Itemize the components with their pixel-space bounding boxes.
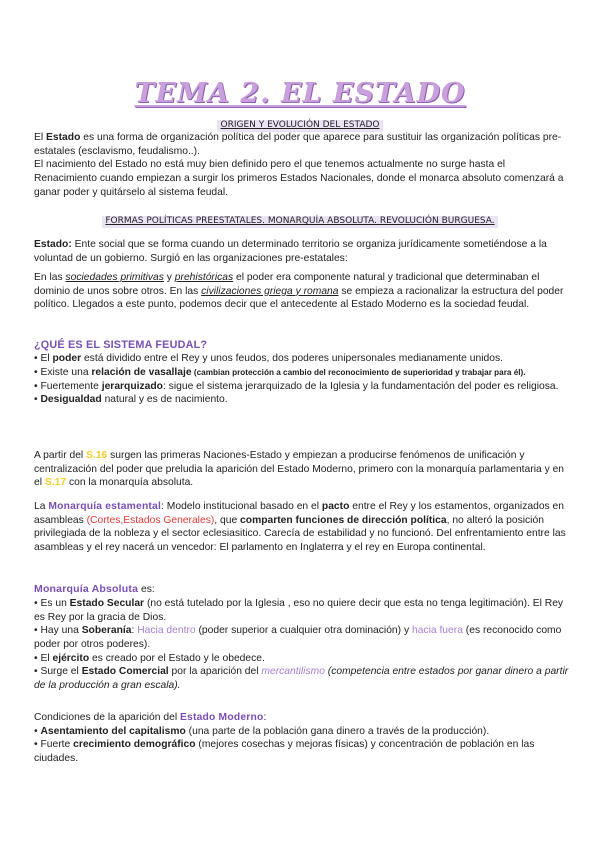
sociedades-text bbox=[34, 271, 569, 312]
text-run: : bbox=[263, 712, 267, 723]
intro-block bbox=[34, 131, 569, 199]
section-heading-origen bbox=[0, 118, 600, 132]
text-run: En las bbox=[34, 272, 66, 283]
estado-definition bbox=[34, 238, 569, 265]
cortes-highlight: (Cortes,Estados Generales) bbox=[86, 514, 215, 526]
list-item bbox=[34, 352, 569, 366]
feudal-heading: ¿QUÉ ES EL SISTEMA FEUDAL? bbox=[34, 339, 208, 351]
text-run: : Modelo institucional basado en el bbox=[161, 501, 322, 512]
list-item bbox=[34, 725, 569, 739]
list-item bbox=[34, 393, 569, 407]
list-item bbox=[34, 738, 569, 765]
list-item bbox=[34, 366, 569, 380]
text-run: • Surge el bbox=[34, 666, 82, 678]
intro-paragraph-1 bbox=[34, 131, 569, 158]
vasallaje-note: (cambian protección a cambio del reconocimiento de superioridad y trabajar para él). bbox=[191, 368, 526, 378]
bold-term: ejército bbox=[52, 652, 90, 664]
feudal-list bbox=[34, 352, 569, 407]
bold-term: Desigualdad bbox=[40, 394, 102, 406]
bold-term: Estado Secular bbox=[69, 597, 145, 609]
monarquia-estamental-term: Monarquía estamental bbox=[48, 501, 162, 512]
intro-estado-term: Estado bbox=[46, 132, 81, 143]
page-title: TEMA 2. EL ESTADO bbox=[134, 78, 466, 109]
estamental-text bbox=[34, 500, 569, 555]
estado-moderno-term: Estado Moderno bbox=[179, 712, 264, 723]
absoluta-list bbox=[34, 597, 569, 693]
estado-definition-text: Ente social que se forma cuando un determinado territorio se organiza jurídicamente sometiéndose a la voluntad de un gobierno. Surgió en las organizaciones pre-estatales: bbox=[34, 239, 547, 264]
text-run: el poder era componente natural y tradicional que determinaban el dominio de unos sobre otros. En las bbox=[34, 272, 540, 297]
bold-term: pacto bbox=[321, 501, 350, 512]
list-item bbox=[34, 380, 569, 394]
bold-term: comparten funciones de dirección política bbox=[240, 514, 447, 526]
estado-label: Estado: bbox=[34, 239, 72, 250]
intro-paragraph-2: El nacimiento del Estado no está muy bien definido pero el que tenemos actualmente no surge hasta el Renacimiento cuando empiezan a surgir los primeros Estados Nacionales, donde el monarca absoluto comenzará a ganar poder y quitárselo al sistema feudal. bbox=[34, 159, 564, 198]
text-run: natural y es de nacimiento. bbox=[101, 394, 228, 406]
bold-term: Asentamiento del capitalismo bbox=[40, 725, 186, 737]
text-run: • Es un bbox=[34, 597, 70, 609]
prehistoricas-link: prehistóricas bbox=[174, 272, 234, 283]
monarquia-absoluta-heading: Monarquía Absoluta bbox=[34, 583, 139, 595]
text-run: : bbox=[131, 625, 138, 637]
mercantilismo-note: (competencia entre estados por ganar dinero a partir de la producción a gran escala). bbox=[34, 666, 569, 692]
section-heading-origen-text: ORIGEN Y EVOLUCIÓN DEL ESTADO bbox=[217, 120, 382, 132]
text-run: y bbox=[163, 272, 175, 283]
text-run: • Fuerte bbox=[34, 739, 74, 751]
moderno-section bbox=[34, 711, 569, 766]
text-run: A partir del bbox=[34, 450, 87, 461]
absoluta-section bbox=[34, 583, 569, 693]
moderno-list bbox=[34, 725, 569, 766]
text-run: entre el Rey y los estamentos, organizados en asambleas bbox=[34, 501, 565, 526]
text-run: : sigue el sistema jerarquizado de la Iglesia y la fundamentación del poder es religiosa. bbox=[162, 380, 559, 392]
text-run: por la aparición del bbox=[168, 666, 262, 678]
bold-term: Soberanía bbox=[81, 625, 132, 637]
list-item bbox=[34, 597, 569, 624]
feudal-section bbox=[34, 338, 569, 407]
text-run: es: bbox=[138, 584, 155, 595]
text-run: es creado por el Estado y le obedece. bbox=[89, 652, 265, 664]
text-run: • El bbox=[34, 353, 53, 365]
text-run: • bbox=[34, 725, 41, 737]
bold-term: relación de vasallaje bbox=[91, 367, 192, 379]
text-run: • Hay una bbox=[34, 625, 82, 637]
text-run: se empieza a racionalizar la estructura del poder político. Llegados a este punto, podemos decir que el antecedente al Estado Moderno es la sociedad feudal. bbox=[34, 285, 564, 311]
text-run: (mejores cosechas y mejoras físicas) y concentración de población en las ciudades. bbox=[34, 739, 535, 765]
text-run: Condiciones de la aparición del bbox=[34, 712, 180, 723]
siglos-paragraph bbox=[34, 449, 569, 490]
sociedades-primitivas-link: sociedades primitivas bbox=[65, 272, 164, 283]
bold-term: Estado Comercial bbox=[81, 666, 169, 678]
section-heading-formas-text: FORMAS POLÍTICAS PREESTATALES. MONARQUÍA ABSOLUTA. REVOLUCIÓN BURGUESA. bbox=[102, 216, 497, 228]
text-run: está dividido entre el Rey y unos feudos, dos poderes unipersonales medianamente unidos. bbox=[81, 353, 503, 365]
text-run: , que bbox=[214, 514, 241, 526]
text-run: (poder superior a cualquier otra dominación) y bbox=[195, 625, 412, 637]
text-run: • Fuertemente bbox=[34, 380, 102, 392]
section-heading-formas bbox=[0, 214, 600, 228]
list-item bbox=[34, 665, 569, 692]
mercantilismo-highlight: mercantilismo bbox=[261, 666, 325, 678]
moderno-heading-line bbox=[34, 711, 569, 725]
s16-highlight: S.16 bbox=[86, 450, 108, 461]
bold-term: poder bbox=[52, 353, 82, 365]
absoluta-heading-line bbox=[34, 583, 569, 597]
text-run: (una parte de la población gana dinero a través de la producción). bbox=[185, 725, 490, 737]
text-run: surgen las primeras Naciones-Estado y empiezan a producirse fenómenos de unificación y centralización del poder que preludia la aparición del Estado Moderno, primero con la monarquía parlamentaria y en el bbox=[34, 450, 565, 489]
bold-term: crecimiento demográfico bbox=[73, 739, 196, 751]
text-run: con la monarquía absoluta. bbox=[66, 477, 194, 489]
s17-highlight: S.17 bbox=[44, 477, 67, 489]
text-run: , no alteró la posición privilegiada de la nobleza y el sector eclesiasitico. Carecía de estabilidad y no funcionó. Del enfrentamiento entre las asambleas y el rey nacerá un vencedor: El parlamento en Inglaterra y el rey en Europa continental. bbox=[34, 514, 566, 554]
intro-text: El bbox=[34, 132, 47, 143]
hacia-dentro-highlight: Hacia dentro bbox=[137, 625, 196, 637]
estamental-paragraph bbox=[34, 500, 569, 555]
civilizaciones-link: civilizaciones griega y romana bbox=[201, 285, 339, 297]
bold-term: jerarquizado bbox=[101, 380, 163, 392]
hacia-fuera-highlight: hacia fuera bbox=[411, 625, 463, 637]
siglos-text bbox=[34, 449, 569, 490]
intro-text: es una forma de organización política del poder que aparece para sustituir las organización políticas pre-estatales (esclavismo, feudalismo..). bbox=[34, 132, 562, 157]
text-run: • bbox=[34, 394, 41, 406]
text-run: (no está tutelado por la Iglesia , eso no quiere decir que esta no tenga legitimación). El Rey es Rey por la gracia de Dios. bbox=[34, 597, 564, 623]
text-run: La bbox=[34, 501, 49, 512]
list-item bbox=[34, 652, 569, 666]
text-run: (es reconocido como poder por otros poderes). bbox=[34, 625, 562, 651]
text-run: • Existe una bbox=[34, 367, 92, 379]
text-run: • El bbox=[34, 652, 53, 664]
sociedades-paragraph bbox=[34, 271, 569, 312]
estado-definition-paragraph bbox=[34, 238, 569, 265]
list-item bbox=[34, 624, 569, 651]
